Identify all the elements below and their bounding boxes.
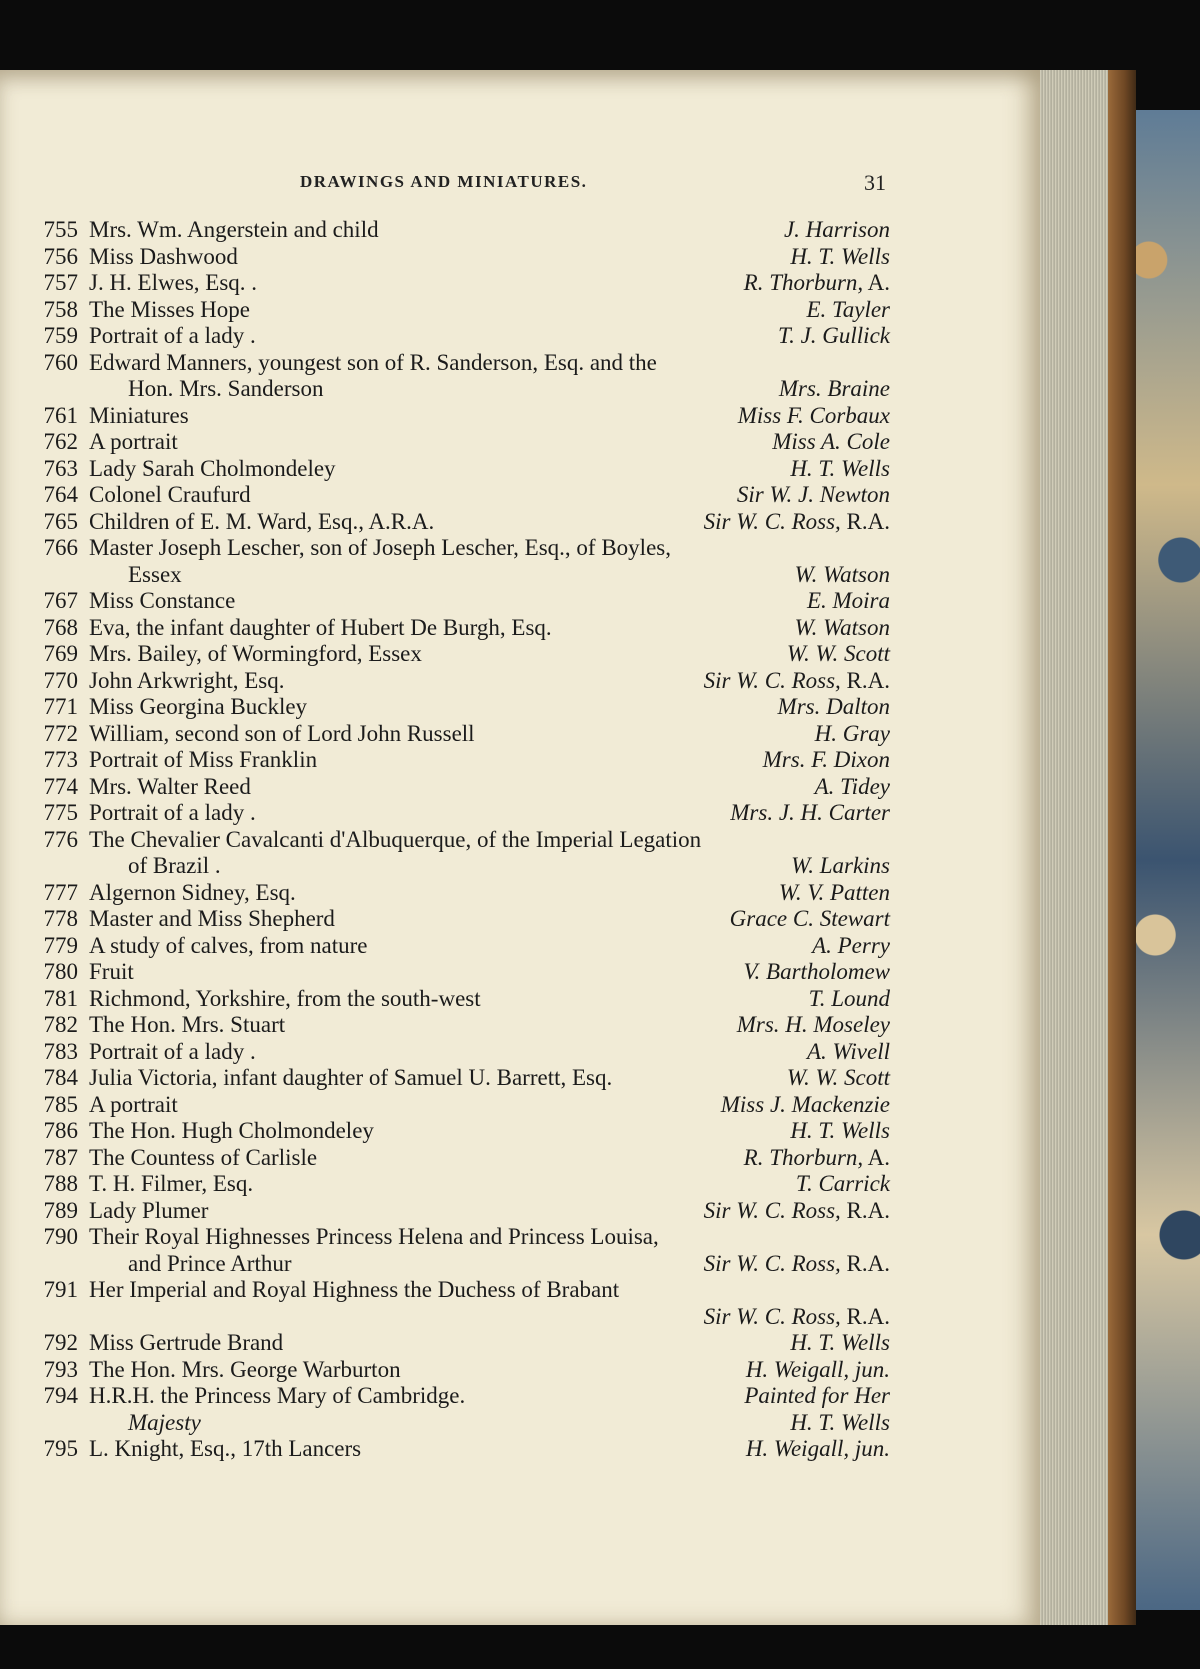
artist-name: T. Carrick bbox=[795, 1171, 890, 1196]
artist-name: H. T. Wells bbox=[790, 243, 890, 269]
entry-artist bbox=[704, 509, 890, 536]
catalogue-entry bbox=[30, 403, 890, 430]
entry-line bbox=[30, 615, 890, 642]
entry-line bbox=[30, 482, 890, 509]
artist-name: T. Lound bbox=[808, 985, 890, 1011]
entry-title: and Prince Arthur bbox=[128, 1250, 292, 1276]
page-number: 31 bbox=[864, 170, 886, 195]
entry-number: 773 bbox=[43, 747, 78, 772]
artist-name: Painted for Her bbox=[744, 1383, 890, 1408]
entry-number: 774 bbox=[43, 773, 78, 799]
entry-artist bbox=[787, 1065, 890, 1092]
artist-name: Sir W. C. Ross, bbox=[703, 667, 841, 693]
entry-line bbox=[30, 1304, 890, 1331]
entry-title: Mrs. Wm. Angerstein and child bbox=[89, 217, 379, 242]
entry-artist bbox=[790, 1118, 890, 1145]
artist-name: H. Gray bbox=[814, 720, 890, 746]
entry-artist bbox=[704, 1304, 890, 1331]
artist-name: Grace C. Stewart bbox=[729, 906, 890, 931]
artist-name: R. Thorburn, bbox=[743, 1144, 864, 1170]
entry-number: 786 bbox=[43, 1118, 78, 1143]
entry-title: Mrs. Walter Reed bbox=[89, 773, 251, 799]
entry-title: Master Joseph Lescher, son of Joseph Lescher, Esq., of Boyles, bbox=[89, 535, 671, 560]
entry-number: 770 bbox=[43, 667, 78, 693]
entry-title: Hon. Mrs. Sanderson bbox=[128, 376, 324, 401]
entry-title: Children of E. M. Ward, Esq., A.R.A. bbox=[89, 508, 435, 534]
artist-name: W. Watson bbox=[794, 614, 890, 640]
entry-line bbox=[30, 350, 890, 377]
entry-artist bbox=[763, 747, 890, 774]
artist-name: A. Perry bbox=[812, 932, 890, 958]
catalogue-entry bbox=[30, 933, 890, 960]
entry-artist bbox=[790, 244, 890, 271]
artist-honour: A. bbox=[863, 1144, 890, 1170]
entry-line bbox=[30, 986, 890, 1013]
entry-number: 760 bbox=[43, 349, 78, 375]
entry-number: 794 bbox=[43, 1383, 78, 1408]
catalogue-entry bbox=[30, 800, 890, 827]
entry-line bbox=[30, 1039, 890, 1066]
artist-name: Sir W. C. Ross, bbox=[703, 1303, 841, 1329]
entry-line bbox=[30, 456, 890, 483]
artist-name: W. Watson bbox=[794, 561, 890, 587]
entry-line bbox=[30, 217, 890, 244]
entry-artist bbox=[721, 1092, 890, 1119]
artist-name: A. Wivell bbox=[806, 1038, 890, 1064]
entry-line bbox=[30, 774, 890, 801]
entry-line bbox=[30, 906, 890, 933]
artist-name: R. Thorburn, bbox=[743, 270, 864, 295]
entry-line bbox=[30, 1012, 890, 1039]
entry-title: Their Royal Highnesses Princess Helena and Princess Louisa, bbox=[89, 1224, 659, 1249]
entry-title: Master and Miss Shepherd bbox=[89, 906, 335, 931]
entry-artist bbox=[744, 270, 890, 297]
entry-line bbox=[30, 668, 890, 695]
entry-number: 775 bbox=[43, 800, 78, 825]
artist-name: W. W. Scott bbox=[786, 1065, 890, 1090]
catalogue-entry bbox=[30, 270, 890, 297]
entry-number: 791 bbox=[43, 1277, 78, 1302]
page-edges bbox=[1040, 70, 1108, 1625]
entry-artist bbox=[815, 774, 890, 801]
entry-title: The Hon. Mrs. Stuart bbox=[89, 1012, 286, 1037]
catalogue-entry bbox=[30, 429, 890, 456]
artist-name: Miss F. Corbaux bbox=[737, 402, 890, 428]
artist-name: H. T. Wells bbox=[790, 1409, 890, 1435]
entry-title: Edward Manners, youngest son of R. Sanderson, Esq. and the bbox=[89, 349, 657, 375]
entry-line bbox=[30, 323, 890, 350]
entry-line bbox=[30, 509, 890, 536]
entry-line bbox=[30, 535, 890, 562]
entry-number: 782 bbox=[43, 1012, 78, 1037]
catalogue-entries bbox=[30, 217, 890, 1463]
entry-title: Her Imperial and Royal Highness the Duchess of Brabant bbox=[89, 1277, 620, 1302]
artist-name: Sir W. C. Ross, bbox=[703, 1250, 841, 1276]
entry-number: 757 bbox=[43, 270, 78, 295]
catalogue-entry bbox=[30, 217, 890, 244]
entry-line bbox=[30, 429, 890, 456]
entry-title: Miss Constance bbox=[89, 588, 236, 613]
artist-name: T. J. Gullick bbox=[778, 323, 890, 348]
entry-title: Lady Plumer bbox=[89, 1197, 209, 1223]
catalogue-entry bbox=[30, 323, 890, 350]
artist-honour: R.A. bbox=[840, 1303, 890, 1329]
artist-honour: R.A. bbox=[840, 1197, 890, 1223]
entry-number: 780 bbox=[43, 959, 78, 984]
artist-name: Mrs. F. Dixon bbox=[762, 747, 890, 772]
artist-name: H. Weigall, jun. bbox=[745, 1356, 890, 1382]
entry-artist bbox=[779, 376, 890, 403]
entry-title: Mrs. Bailey, of Wormingford, Essex bbox=[89, 641, 422, 666]
catalogue-entry bbox=[30, 1198, 890, 1225]
entry-line bbox=[30, 244, 890, 271]
entry-title: Miss Georgina Buckley bbox=[89, 694, 308, 719]
entry-number: 755 bbox=[43, 217, 78, 242]
artist-name: V. Bartholomew bbox=[743, 959, 890, 984]
catalogue-entry bbox=[30, 906, 890, 933]
entry-number: 772 bbox=[43, 720, 78, 746]
entry-line bbox=[30, 1065, 890, 1092]
entry-number: 771 bbox=[43, 694, 78, 719]
entry-title: A portrait bbox=[89, 1091, 178, 1117]
entry-artist bbox=[730, 906, 890, 933]
artist-name: Mrs. Dalton bbox=[777, 694, 890, 719]
entry-number: 767 bbox=[43, 588, 78, 613]
artist-name: A. Tidey bbox=[814, 773, 890, 799]
catalogue-entry bbox=[30, 1092, 890, 1119]
entry-title: L. Knight, Esq., 17th Lancers bbox=[89, 1436, 362, 1461]
catalogue-entry bbox=[30, 721, 890, 748]
entry-number: 762 bbox=[43, 429, 78, 454]
entry-artist bbox=[778, 323, 890, 350]
entry-number: 779 bbox=[43, 932, 78, 958]
artist-name: Sir W. J. Newton bbox=[736, 482, 890, 507]
entry-title: Lady Sarah Cholmondeley bbox=[89, 455, 336, 481]
artist-name: W. V. Patten bbox=[778, 879, 890, 905]
catalogue-entry bbox=[30, 1277, 890, 1330]
entry-artist bbox=[807, 588, 890, 615]
catalogue-entry bbox=[30, 1171, 890, 1198]
entry-line bbox=[30, 827, 890, 854]
entry-line bbox=[30, 800, 890, 827]
entry-number: 758 bbox=[43, 296, 78, 322]
entry-number: 756 bbox=[43, 243, 78, 269]
entry-number: 784 bbox=[43, 1065, 78, 1090]
entry-artist bbox=[807, 297, 891, 324]
entry-title: Fruit bbox=[89, 959, 134, 984]
entry-number: 761 bbox=[43, 402, 78, 428]
artist-name: E. Moira bbox=[806, 588, 890, 613]
entry-title: Algernon Sidney, Esq. bbox=[89, 879, 296, 905]
entry-artist bbox=[743, 959, 890, 986]
entry-title: Portrait of a lady . bbox=[89, 323, 256, 348]
entry-title: William, second son of Lord John Russell bbox=[89, 720, 475, 746]
entry-artist bbox=[779, 880, 890, 907]
entry-title: Portrait of Miss Franklin bbox=[89, 747, 318, 772]
entry-title: Miniatures bbox=[89, 402, 189, 428]
entry-line bbox=[30, 1092, 890, 1119]
entry-number: 789 bbox=[43, 1197, 78, 1223]
entry-artist bbox=[704, 668, 890, 695]
entry-number: 765 bbox=[43, 508, 78, 534]
artist-name: Miss A. Cole bbox=[772, 429, 890, 454]
entry-line bbox=[30, 1198, 890, 1225]
entry-title: J. H. Elwes, Esq. . bbox=[89, 270, 258, 295]
catalogue-entry bbox=[30, 827, 890, 880]
catalogue-entry bbox=[30, 1145, 890, 1172]
marbled-endpaper bbox=[1136, 110, 1200, 1610]
entry-line bbox=[30, 694, 890, 721]
entry-title: Miss Gertrude Brand bbox=[89, 1330, 284, 1355]
entry-title: The Hon. Hugh Cholmondeley bbox=[89, 1118, 374, 1143]
artist-name: H. T. Wells bbox=[790, 1330, 890, 1355]
catalogue-entry bbox=[30, 668, 890, 695]
artist-name: Sir W. C. Ross, bbox=[703, 1197, 841, 1223]
entry-line bbox=[30, 1383, 890, 1410]
entry-artist bbox=[784, 217, 890, 244]
running-head: DRAWINGS AND MINIATURES. bbox=[300, 172, 588, 191]
entry-title: T. H. Filmer, Esq. bbox=[89, 1171, 254, 1196]
entry-number: 763 bbox=[43, 455, 78, 481]
entry-artist bbox=[744, 1145, 890, 1172]
entry-artist bbox=[730, 800, 890, 827]
catalogue-entry bbox=[30, 747, 890, 774]
entry-artist bbox=[809, 986, 890, 1013]
entry-line bbox=[30, 1118, 890, 1145]
catalogue-entry bbox=[30, 456, 890, 483]
entry-line bbox=[30, 880, 890, 907]
entry-line bbox=[30, 641, 890, 668]
entry-line bbox=[30, 403, 890, 430]
entry-number: 769 bbox=[43, 641, 78, 666]
catalogue-entry bbox=[30, 588, 890, 615]
entry-line bbox=[30, 959, 890, 986]
entry-artist bbox=[738, 403, 890, 430]
artist-name: J. Harrison bbox=[783, 217, 890, 242]
entry-number: 790 bbox=[43, 1224, 78, 1249]
catalogue-entry bbox=[30, 535, 890, 588]
entry-number: 795 bbox=[43, 1436, 78, 1461]
artist-name: H. T. Wells bbox=[790, 1118, 890, 1143]
entry-artist bbox=[746, 1436, 890, 1463]
entry-line bbox=[30, 1330, 890, 1357]
catalogue-entry bbox=[30, 1436, 890, 1463]
entry-line bbox=[30, 1277, 890, 1304]
entry-artist bbox=[704, 1198, 890, 1225]
entry-number: 793 bbox=[43, 1356, 78, 1382]
catalogue-entry bbox=[30, 1357, 890, 1384]
entry-title: A study of calves, from nature bbox=[89, 932, 368, 958]
entry-title: Colonel Craufurd bbox=[89, 482, 251, 507]
entry-title: Richmond, Yorkshire, from the south-west bbox=[89, 985, 481, 1011]
entry-artist bbox=[778, 694, 890, 721]
catalogue-entry bbox=[30, 1224, 890, 1277]
catalogue-entry bbox=[30, 1065, 890, 1092]
catalogue-entry bbox=[30, 880, 890, 907]
entry-number: 788 bbox=[43, 1171, 78, 1196]
entry-line bbox=[30, 1145, 890, 1172]
entry-artist bbox=[744, 1383, 890, 1410]
entry-number: 792 bbox=[43, 1330, 78, 1355]
entry-line bbox=[30, 721, 890, 748]
entry-number: 783 bbox=[43, 1038, 78, 1064]
entry-number: 778 bbox=[43, 906, 78, 931]
entry-line bbox=[30, 1436, 890, 1463]
artist-honour: R.A. bbox=[840, 508, 890, 534]
entry-number: 787 bbox=[43, 1144, 78, 1170]
entry-title: John Arkwright, Esq. bbox=[89, 667, 285, 693]
catalogue-entry bbox=[30, 959, 890, 986]
entry-artist bbox=[790, 1330, 890, 1357]
entry-artist bbox=[815, 721, 890, 748]
artist-name: E. Tayler bbox=[806, 296, 890, 322]
artist-name: H. Weigall, jun. bbox=[745, 1436, 890, 1461]
entry-title: H.R.H. the Princess Mary of Cambridge. bbox=[89, 1383, 466, 1408]
entry-artist bbox=[790, 1410, 890, 1437]
entry-artist bbox=[746, 1357, 890, 1384]
artist-name: Mrs. H. Moseley bbox=[736, 1012, 890, 1037]
entry-artist bbox=[737, 1012, 890, 1039]
entry-line bbox=[30, 1357, 890, 1384]
catalogue-entry bbox=[30, 297, 890, 324]
artist-honour: R.A. bbox=[840, 1250, 890, 1276]
entry-line bbox=[30, 376, 890, 403]
entry-artist bbox=[796, 1171, 890, 1198]
entry-number: 764 bbox=[43, 482, 78, 507]
artist-name: W. Larkins bbox=[791, 853, 890, 878]
entry-number: 785 bbox=[43, 1091, 78, 1117]
entry-title: The Chevalier Cavalcanti d'Albuquerque, of the Imperial Legation bbox=[89, 826, 702, 852]
catalogue-entry bbox=[30, 350, 890, 403]
artist-name: Miss J. Mackenzie bbox=[720, 1091, 890, 1117]
entry-artist bbox=[790, 456, 890, 483]
catalogue-entry bbox=[30, 986, 890, 1013]
entry-line bbox=[30, 297, 890, 324]
entry-line bbox=[30, 1251, 890, 1278]
entry-title: Eva, the infant daughter of Hubert De Burgh, Esq. bbox=[89, 614, 552, 640]
entry-number: 777 bbox=[43, 879, 78, 905]
artist-honour: R.A. bbox=[840, 667, 890, 693]
entry-line bbox=[30, 853, 890, 880]
entry-title: Majesty bbox=[128, 1409, 201, 1435]
entry-artist bbox=[737, 482, 890, 509]
entry-title: The Countess of Carlisle bbox=[89, 1144, 318, 1170]
artist-name: H. T. Wells bbox=[790, 455, 890, 481]
leather-cover bbox=[1108, 70, 1136, 1625]
entry-title: Portrait of a lady . bbox=[89, 800, 256, 825]
catalogue-entry bbox=[30, 244, 890, 271]
entry-title: Julia Victoria, infant daughter of Samuel U. Barrett, Esq. bbox=[89, 1065, 613, 1090]
entry-number: 768 bbox=[43, 614, 78, 640]
entry-artist bbox=[795, 562, 890, 589]
entry-line bbox=[30, 933, 890, 960]
catalogue-entry bbox=[30, 694, 890, 721]
entry-artist bbox=[807, 1039, 890, 1066]
catalogue-entry bbox=[30, 641, 890, 668]
catalogue-entry bbox=[30, 509, 890, 536]
entry-line bbox=[30, 588, 890, 615]
catalogue-entry bbox=[30, 1118, 890, 1145]
artist-honour: A. bbox=[863, 270, 890, 295]
entry-title: The Hon. Mrs. George Warburton bbox=[89, 1356, 401, 1382]
entry-number: 781 bbox=[43, 985, 78, 1011]
catalogue-entry bbox=[30, 1383, 890, 1436]
catalogue-entry bbox=[30, 1012, 890, 1039]
entry-number: 759 bbox=[43, 323, 78, 348]
entry-number: 776 bbox=[43, 826, 78, 852]
artist-name: Sir W. C. Ross, bbox=[703, 508, 841, 534]
entry-number: 766 bbox=[43, 535, 78, 560]
entry-line bbox=[30, 270, 890, 297]
entry-artist bbox=[787, 641, 890, 668]
entry-title: A portrait bbox=[89, 429, 178, 454]
artist-name: Mrs. Braine bbox=[778, 376, 890, 401]
entry-line bbox=[30, 1410, 890, 1437]
artist-name: Mrs. J. H. Carter bbox=[730, 800, 890, 825]
entry-title: Essex bbox=[128, 561, 182, 587]
catalogue-entry bbox=[30, 1039, 890, 1066]
artist-name: W. W. Scott bbox=[786, 641, 890, 666]
catalogue-entry bbox=[30, 774, 890, 801]
catalogue-entry bbox=[30, 615, 890, 642]
catalogue-entry bbox=[30, 482, 890, 509]
entry-title: of Brazil . bbox=[128, 853, 221, 878]
entry-artist bbox=[704, 1251, 890, 1278]
entry-artist bbox=[791, 853, 890, 880]
entry-title: Portrait of a lady . bbox=[89, 1038, 256, 1064]
entry-title: The Misses Hope bbox=[89, 296, 250, 322]
entry-line bbox=[30, 1171, 890, 1198]
entry-artist bbox=[812, 933, 890, 960]
entry-artist bbox=[772, 429, 890, 456]
entry-title: Miss Dashwood bbox=[89, 243, 238, 269]
entry-line bbox=[30, 747, 890, 774]
entry-artist bbox=[795, 615, 890, 642]
page-header bbox=[0, 170, 1040, 200]
catalogue-entry bbox=[30, 1330, 890, 1357]
entry-line bbox=[30, 1224, 890, 1251]
entry-line bbox=[30, 562, 890, 589]
